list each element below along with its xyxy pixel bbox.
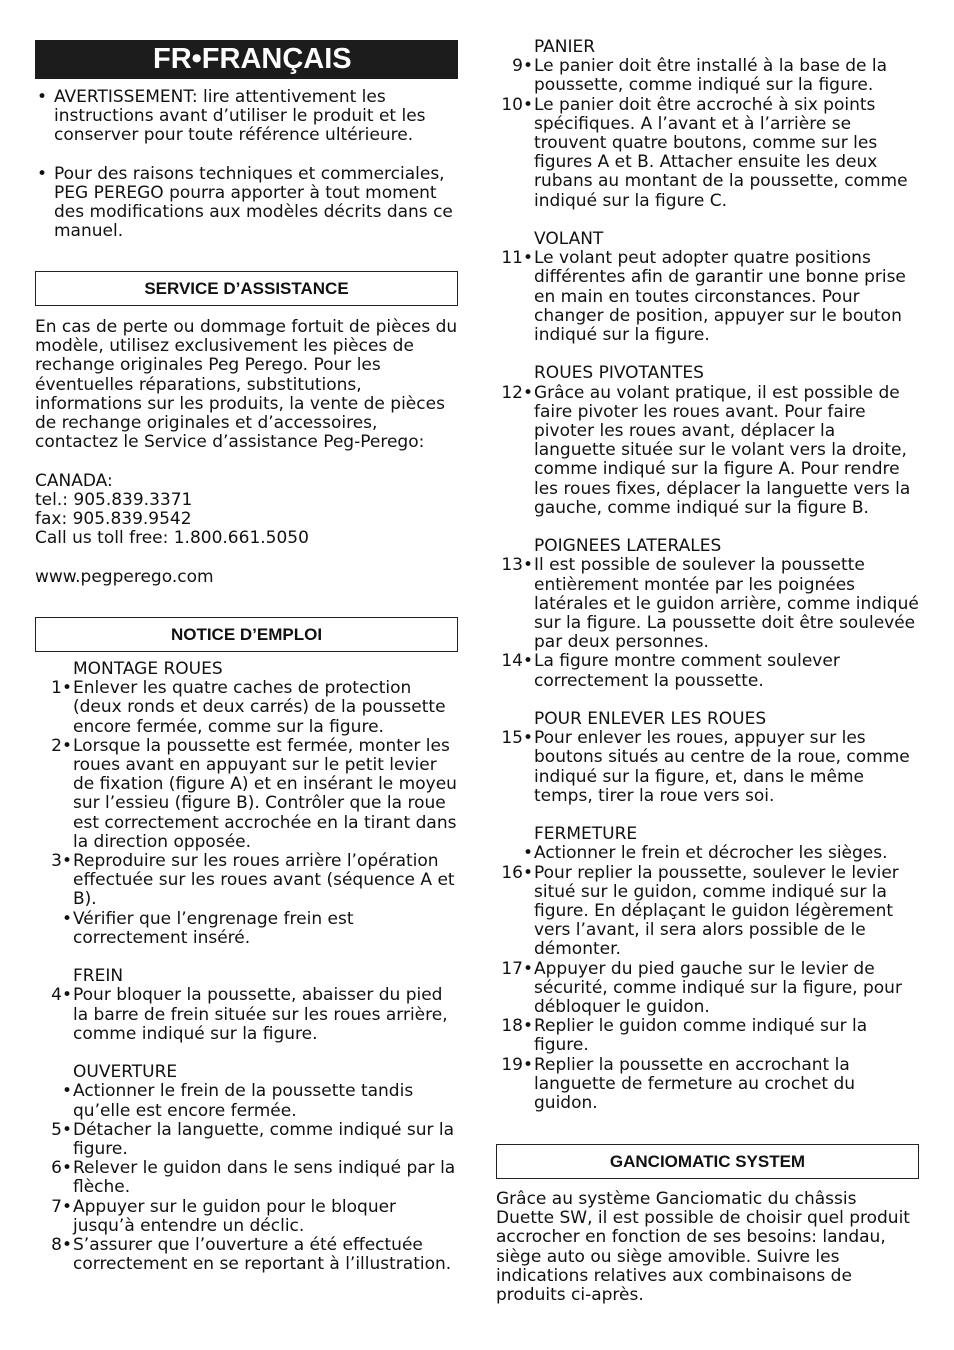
item-text: Actionner le frein et décrocher les sièges. [534, 843, 888, 864]
item-number: • [61, 908, 72, 929]
page-title: FR•FRANÇAIS [35, 40, 458, 79]
item-number: 7• [51, 1196, 72, 1217]
instruction-item [35, 1159, 458, 1197]
bullet-icon: • [37, 87, 48, 107]
item-number: 15• [501, 728, 533, 749]
item-text: Pour replier la poussette, soulever le levier situé sur le guidon, comme indiqué sur la figure. En déplaçant le guidon légèrement vers l’avant, il sera alors possible de le démonter. [534, 862, 899, 960]
item-number: 14• [501, 651, 533, 672]
section-title: OUVERTURE [73, 1062, 178, 1083]
item-number: 13• [501, 555, 533, 576]
section-title: VOLANT [534, 229, 604, 250]
service-section [35, 318, 458, 587]
item-number: 11• [501, 248, 533, 269]
instruction-item [35, 986, 458, 1044]
item-text: Reproduire sur les roues arrière l’opération effectuée sur les roues avant (séquence A et B). [73, 851, 455, 910]
section-title: POIGNEES LATERALES [534, 536, 722, 557]
item-text: Actionner le frein de la poussette tandis qu’elle est encore fermée. [73, 1081, 414, 1121]
section-title: POUR ENLEVER LES ROUES [534, 709, 767, 730]
instruction-item [496, 729, 919, 806]
section-title: MONTAGE ROUES [73, 659, 223, 679]
section-title: ROUES PIVOTANTES [534, 363, 704, 384]
section-title: PANIER [534, 37, 596, 57]
item-text: Pour enlever les roues, appuyer sur les boutons situés au centre de la roue, comme indiqué sur la figure, et, dans le même temps, tirer la roue vers soi. [534, 728, 910, 806]
item-text: Le panier doit être accroché à six points spécifiques. A l’avant et à l’arrière se trouvent quatre boutons, comme sur les figures A et B. Attacher ensuite les deux rubans au montant de la poussette, comme indiqué sur la figure C. [534, 94, 908, 211]
intro-list [35, 88, 458, 242]
item-text: Pour bloquer la poussette, abaisser du pied la barre de frein située sur les roues arrière, comme indiqué sur la figure. [73, 985, 448, 1044]
instruction-item [35, 1082, 458, 1120]
ganciomatic-section [496, 1190, 919, 1305]
bullet-icon: • [37, 163, 48, 184]
item-number: 5• [51, 1119, 72, 1140]
item-text: Appuyer sur le guidon pour le bloquer jusqu’à entendre un déclic. [73, 1196, 397, 1236]
website-link[interactable]: www.pegperego.com [35, 566, 214, 587]
ganciomatic-paragraph: Grâce au système Ganciomatic du châssis Duette SW, il est possible de choisir quel produit accrocher en fonction de ses besoins: landau, siège auto ou siège amovible. Suivre les indications relatives aux combinaisons de produits ci-après. [496, 1189, 910, 1306]
section-title: FREIN [73, 966, 124, 987]
item-text: Détacher la languette, comme indiqué sur la figure. [73, 1119, 455, 1160]
section-title: FERMETURE [534, 824, 638, 845]
item-number: • [61, 1081, 72, 1102]
instruction-item [496, 652, 919, 690]
instruction-item [496, 249, 919, 345]
item-text: Grâce au volant pratique, il est possible de faire pivoter les roues avant. Pour faire pivoter les roues avant, déplacer la languette située sur le volant vers la droite, comme indiqué sur la figure A. Pour rendre les roues fixes, déplacer la languette vers la gauche, comme indiqué sur la figure B. [534, 382, 911, 518]
item-text: Relever le guidon dans le sens indiqué par la flèche. [73, 1158, 456, 1198]
item-number: 3• [51, 851, 72, 872]
contact-tel: tel.: 905.839.3371 [35, 489, 193, 510]
instruction-item [35, 852, 458, 910]
list-item: • AVERTISSEMENT: lire attentivement les instructions avant d’utiliser le produit et les conserver pour toute référence ultérieure. [37, 87, 426, 146]
instructions-right [496, 38, 919, 1113]
instruction-item [35, 679, 458, 737]
instruction-item [496, 556, 919, 652]
service-heading: SERVICE D’ASSISTANCE [35, 271, 458, 306]
instruction-item [35, 910, 458, 948]
contact-toll-free: Call us toll free: 1.800.661.5050 [35, 528, 309, 549]
instruction-item [496, 57, 919, 95]
instructions-left [35, 660, 458, 1274]
list-item: • Pour des raisons techniques et commerciales, PEG PEREGO pourra apporter à tout moment des modifications aux modèles décrits dans ce manuel. [37, 163, 453, 242]
item-number: 12• [501, 382, 533, 403]
item-number: 17• [501, 958, 533, 979]
item-number: 19• [501, 1054, 533, 1075]
item-text: Replier la poussette en accrochant la languette de fermeture au crochet du guidon. [534, 1054, 856, 1114]
item-number: 6• [51, 1158, 72, 1179]
item-text: Lorsque la poussette est fermée, monter les roues avant en appuyant sur le petit levier de fixation (figure A) et en insérant le moyeu sur l’essieu (figure B). Contrôler que la roue est correctement accrochée en la tirant dans la direction opposée. [73, 735, 457, 852]
service-paragraph: En cas de perte ou dommage fortuit de pièces du modèle, utilisez exclusivement les pièces de rechange originales Peg Perego. Pour les éventuelles réparations, substitutions, informations sur les produits, la vente de pièces de rechange originales et d’accessoires, contactez le Service d’assistance Peg-Perego: [35, 317, 458, 453]
item-number: 10• [501, 94, 533, 115]
item-text: Appuyer du pied gauche sur le levier de sécurité, comme indiqué sur la figure, pour débloquer le guidon. [534, 958, 902, 1018]
contact-country: CANADA: [35, 470, 113, 491]
item-text: Vérifier que l’engrenage frein est correctement inséré. [73, 908, 354, 948]
item-number: 2• [51, 735, 72, 756]
instruction-item [496, 96, 919, 211]
item-text: Le panier doit être installé à la base de la poussette, comme indiqué sur la figure. [534, 56, 888, 96]
instruction-item [35, 1198, 458, 1236]
item-text: S’assurer que l’ouverture a été effectuée correctement en se reportant à l’illustration. [73, 1235, 452, 1275]
item-number: 16• [501, 862, 533, 883]
item-text: Enlever les quatre caches de protection (deux ronds et deux carrés) de la poussette encore fermée, comme sur la figure. [73, 678, 446, 737]
item-text: Replier le guidon comme indiqué sur la figure. [534, 1016, 868, 1056]
instruction-item [496, 1056, 919, 1114]
item-number: 8• [51, 1235, 72, 1256]
item-text: Il est possible de soulever la poussette entièrement montée par les poignées latérales et le guidon arrière, comme indiqué sur la figure. La poussette doit être soulevée par deux personnes. [534, 555, 919, 653]
contact-fax: fax: 905.839.9542 [35, 509, 192, 530]
notice-heading: NOTICE D’EMPLOI [35, 617, 458, 652]
item-number: 1• [51, 678, 72, 699]
item-number: 4• [51, 985, 72, 1006]
item-number: 18• [501, 1016, 533, 1037]
instruction-item [35, 737, 458, 852]
instruction-item [35, 1236, 458, 1274]
item-text: La figure montre comment soulever correctement la poussette. [534, 651, 840, 691]
ganciomatic-heading: GANCIOMATIC SYSTEM [496, 1144, 919, 1179]
item-number: 9• [512, 56, 533, 77]
instruction-item [35, 1121, 458, 1159]
instruction-item [496, 1017, 919, 1055]
item-text: Le volant peut adopter quatre positions différentes afin de garantir une bonne prise en main en toutes circonstances. Pour changer de position, appuyer sur le bouton indiqué sur la figure. [534, 248, 906, 346]
instruction-item [496, 864, 919, 960]
item-number: • [522, 843, 533, 864]
instruction-item [496, 384, 919, 518]
instruction-item [496, 844, 919, 863]
instruction-item [496, 960, 919, 1018]
